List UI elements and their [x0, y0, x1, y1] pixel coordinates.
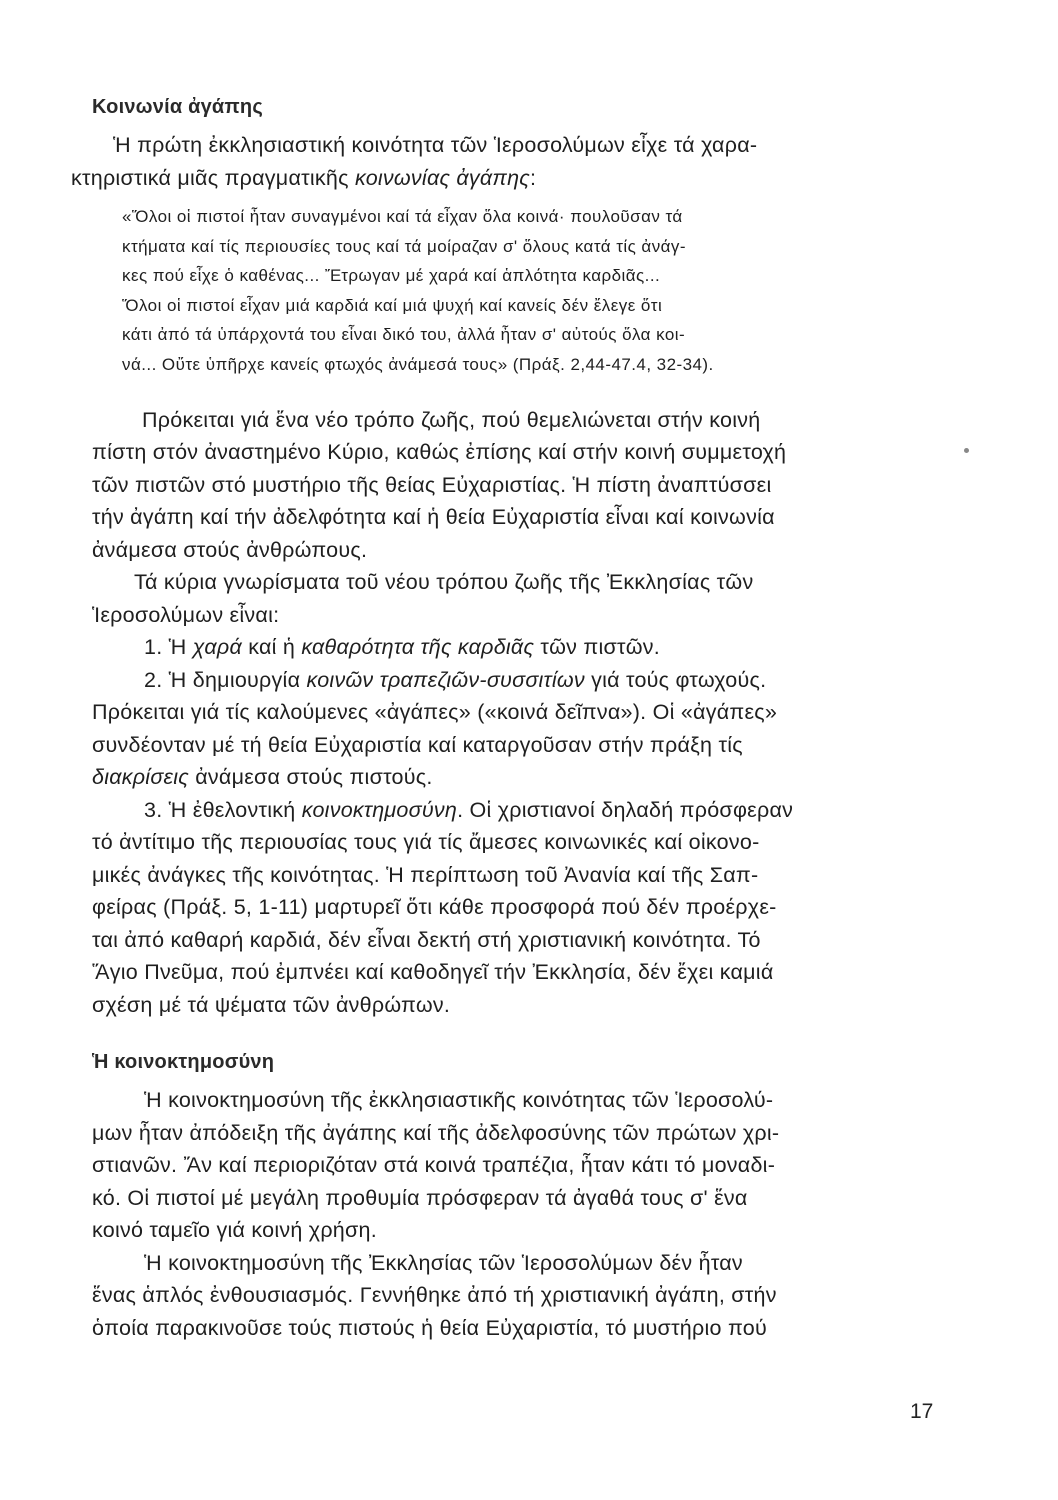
- page-body: [71, 96, 942, 1344]
- item-line: [92, 761, 942, 794]
- para-line: κοινό ταμεῖο γιά κοινή χρήση.: [92, 1218, 377, 1243]
- item-emphasis: κοινῶν τραπεζιῶν-συσσιτίων: [306, 667, 585, 692]
- quote-line: κάτι ἀπό τά ὑπάρχοντά του εἶναι δικό του, ἀλλά ἦταν σ' αὐτούς ὅλα κοι-: [122, 325, 686, 345]
- item-line: ται ἀπό καθαρή καρδιά, δέν εἶναι δεκτή στή χριστιανική κοινότητα. Τό: [92, 927, 761, 952]
- item-emphasis: διακρίσεις: [92, 765, 189, 790]
- para-line: Τά κύρια γνωρίσματα τοῦ νέου τρόπου ζωῆς τῆς Ἐκκλησίας τῶν: [134, 570, 754, 595]
- quote-line: νά... Οὔτε ὑπῆρχε κανείς φτωχός ἀνάμεσά τους» (Πράξ. 2,44-47.4, 32-34).: [122, 354, 714, 374]
- para-line: ἀνάμεσα στούς ἀνθρώπους.: [92, 537, 368, 562]
- item-text: ἀνάμεσα στούς πιστούς.: [188, 765, 433, 790]
- quote-line: «Ὅλοι οἱ πιστοί ἦταν συναγμένοι καί τά εἶχαν ὅλα κοινά· πουλοῦσαν τά: [122, 207, 683, 226]
- print-speck: [964, 448, 969, 453]
- para-line: Ἡ κοινοκτημοσύνη τῆς ἐκκλησιαστικῆς κοινότητας τῶν Ἱεροσολύ-: [144, 1088, 774, 1113]
- list-item-2: [92, 664, 942, 794]
- para-line: Ἱεροσολύμων εἶναι:: [92, 602, 280, 627]
- intro-line-2: κτηριστικά μιᾶς πραγματικῆς: [71, 165, 355, 190]
- scripture-quote: [92, 202, 942, 380]
- section-heading-koinoktimosyni: Ἡ κοινοκτημοσύνη: [92, 1051, 275, 1074]
- item-line: τό ἀντίτιμο τῆς περιουσίας τους γιά τίς ἄμεσες κοινωνικές καί οἰκονο-: [92, 830, 760, 855]
- para-line: τῶν πιστῶν στό μυστήριο τῆς θείας Εὐχαριστίας. Ἡ πίστη ἀναπτύσσει: [92, 472, 772, 497]
- list-item-3: [92, 794, 942, 1022]
- item-line: Πρόκειται γιά τίς καλούμενες «ἀγάπες» («κοινά δεῖπνα»). Οἱ «ἀγάπες»: [92, 700, 778, 725]
- item-emphasis: κοινοκτημοσύνη: [301, 797, 458, 822]
- page-number: 17: [910, 1400, 934, 1423]
- item-text: καί ἡ: [241, 635, 302, 660]
- para-line: κό. Οἱ πιστοί μέ μεγάλη προθυμία πρόσφεραν τά ἀγαθά τους σ' ἕνα: [92, 1185, 748, 1210]
- paragraph-new-way-of-life: [92, 404, 942, 567]
- para-line: Πρόκειται γιά ἕνα νέο τρόπο ζωῆς, πού θεμελιώνεται στήν κοινή: [142, 407, 761, 432]
- intro-colon: :: [529, 165, 537, 190]
- item-text: τῶν πιστῶν.: [534, 635, 661, 660]
- para-line: τήν ἀγάπη καί τήν ἀδελφότητα καί ἡ θεία Εὐχαριστία εἶναι καί κοινωνία: [92, 505, 775, 530]
- item-emphasis: καθαρότητα τῆς καρδιᾶς: [301, 635, 535, 660]
- item-line: μικές ἀνάγκες τῆς κοινότητας. Ἡ περίπτωση τοῦ Ἀνανία καί τῆς Σαπ-: [92, 862, 759, 887]
- para-line: στιανῶν. Ἄν καί περιοριζόταν στά κοινά τραπέζια, ἦταν κάτι τό μοναδι-: [92, 1153, 776, 1178]
- item-text: γιά τούς φτωχούς.: [584, 667, 767, 692]
- para-line: ὁποία παρακινοῦσε τούς πιστούς ἡ θεία Εὐχαριστία, τό μυστήριο πού: [92, 1315, 767, 1340]
- item-number: 2. Ἡ δημιουργία: [144, 667, 307, 692]
- item-line: σχέση μέ τά ψέματα τῶν ἀνθρώπων.: [92, 992, 451, 1017]
- item-emphasis: χαρά: [192, 635, 242, 660]
- quote-line: Ὅλοι οἱ πιστοί εἶχαν μιά καρδιά καί μιά ψυχή καί κανείς δέν ἔλεγε ὅτι: [122, 295, 663, 315]
- quote-line: κες πού εἶχε ὁ καθένας... Ἔτρωγαν μέ χαρά καί ἁπλότητα καρδιᾶς...: [122, 266, 661, 286]
- item-number: 3. Ἡ ἐθελοντική: [144, 797, 302, 822]
- quote-line: κτήματα καί τίς περιουσίες τους καί τά μοίραζαν σ' ὅλους κατά τίς ἀνάγ-: [122, 236, 686, 256]
- paragraph-koinoktimosyni-2: [92, 1247, 942, 1345]
- section-heading-koinonia: Κοινωνία ἀγάπης: [92, 96, 263, 118]
- item-line: φείρας (Πράξ. 5, 1-11) μαρτυρεῖ ὅτι κάθε προσφορά πού δέν προέρχε-: [92, 895, 777, 920]
- intro-line-1: Ἡ πρώτη ἐκκλησιαστική κοινότητα τῶν Ἱεροσολύμων εἶχε τά χαρα-: [113, 133, 758, 157]
- item-line: συνδέονταν μέ τή θεία Εὐχαριστία καί καταργοῦσαν στήν πράξη τίς: [92, 732, 743, 757]
- para-line: Ἡ κοινοκτημοσύνη τῆς Ἐκκλησίας τῶν Ἱεροσολύμων δέν ἦταν: [144, 1250, 743, 1275]
- para-line: ἕνας ἁπλός ἐνθουσιασμός. Γεννήθηκε ἀπό τή χριστιανική ἀγάπη, στήν: [92, 1283, 777, 1308]
- paragraph-koinoktimosyni-1: [92, 1084, 942, 1247]
- item-text: . Οἱ χριστιανοί δηλαδή πρόσφεραν: [457, 797, 794, 822]
- list-item-1: [92, 631, 942, 664]
- para-line: μων ἦταν ἀπόδειξη τῆς ἀγάπης καί τῆς ἀδελφοσύνης τῶν πρώτων χρι-: [92, 1120, 780, 1145]
- intro-emphasis: κοινωνίας ἀγάπης: [354, 165, 530, 190]
- item-number: 1. Ἡ: [144, 635, 193, 660]
- para-line: πίστη στόν ἀναστημένο Κύριο, καθώς ἐπίσης καί στήν κοινή συμμετοχή: [92, 440, 787, 465]
- paragraph-characteristics: [92, 566, 942, 631]
- item-line: Ἅγιο Πνεῦμα, πού ἐμπνέει καί καθοδηγεῖ τήν Ἐκκλησία, δέν ἔχει καμιά: [92, 960, 774, 985]
- intro-paragraph: [71, 129, 942, 194]
